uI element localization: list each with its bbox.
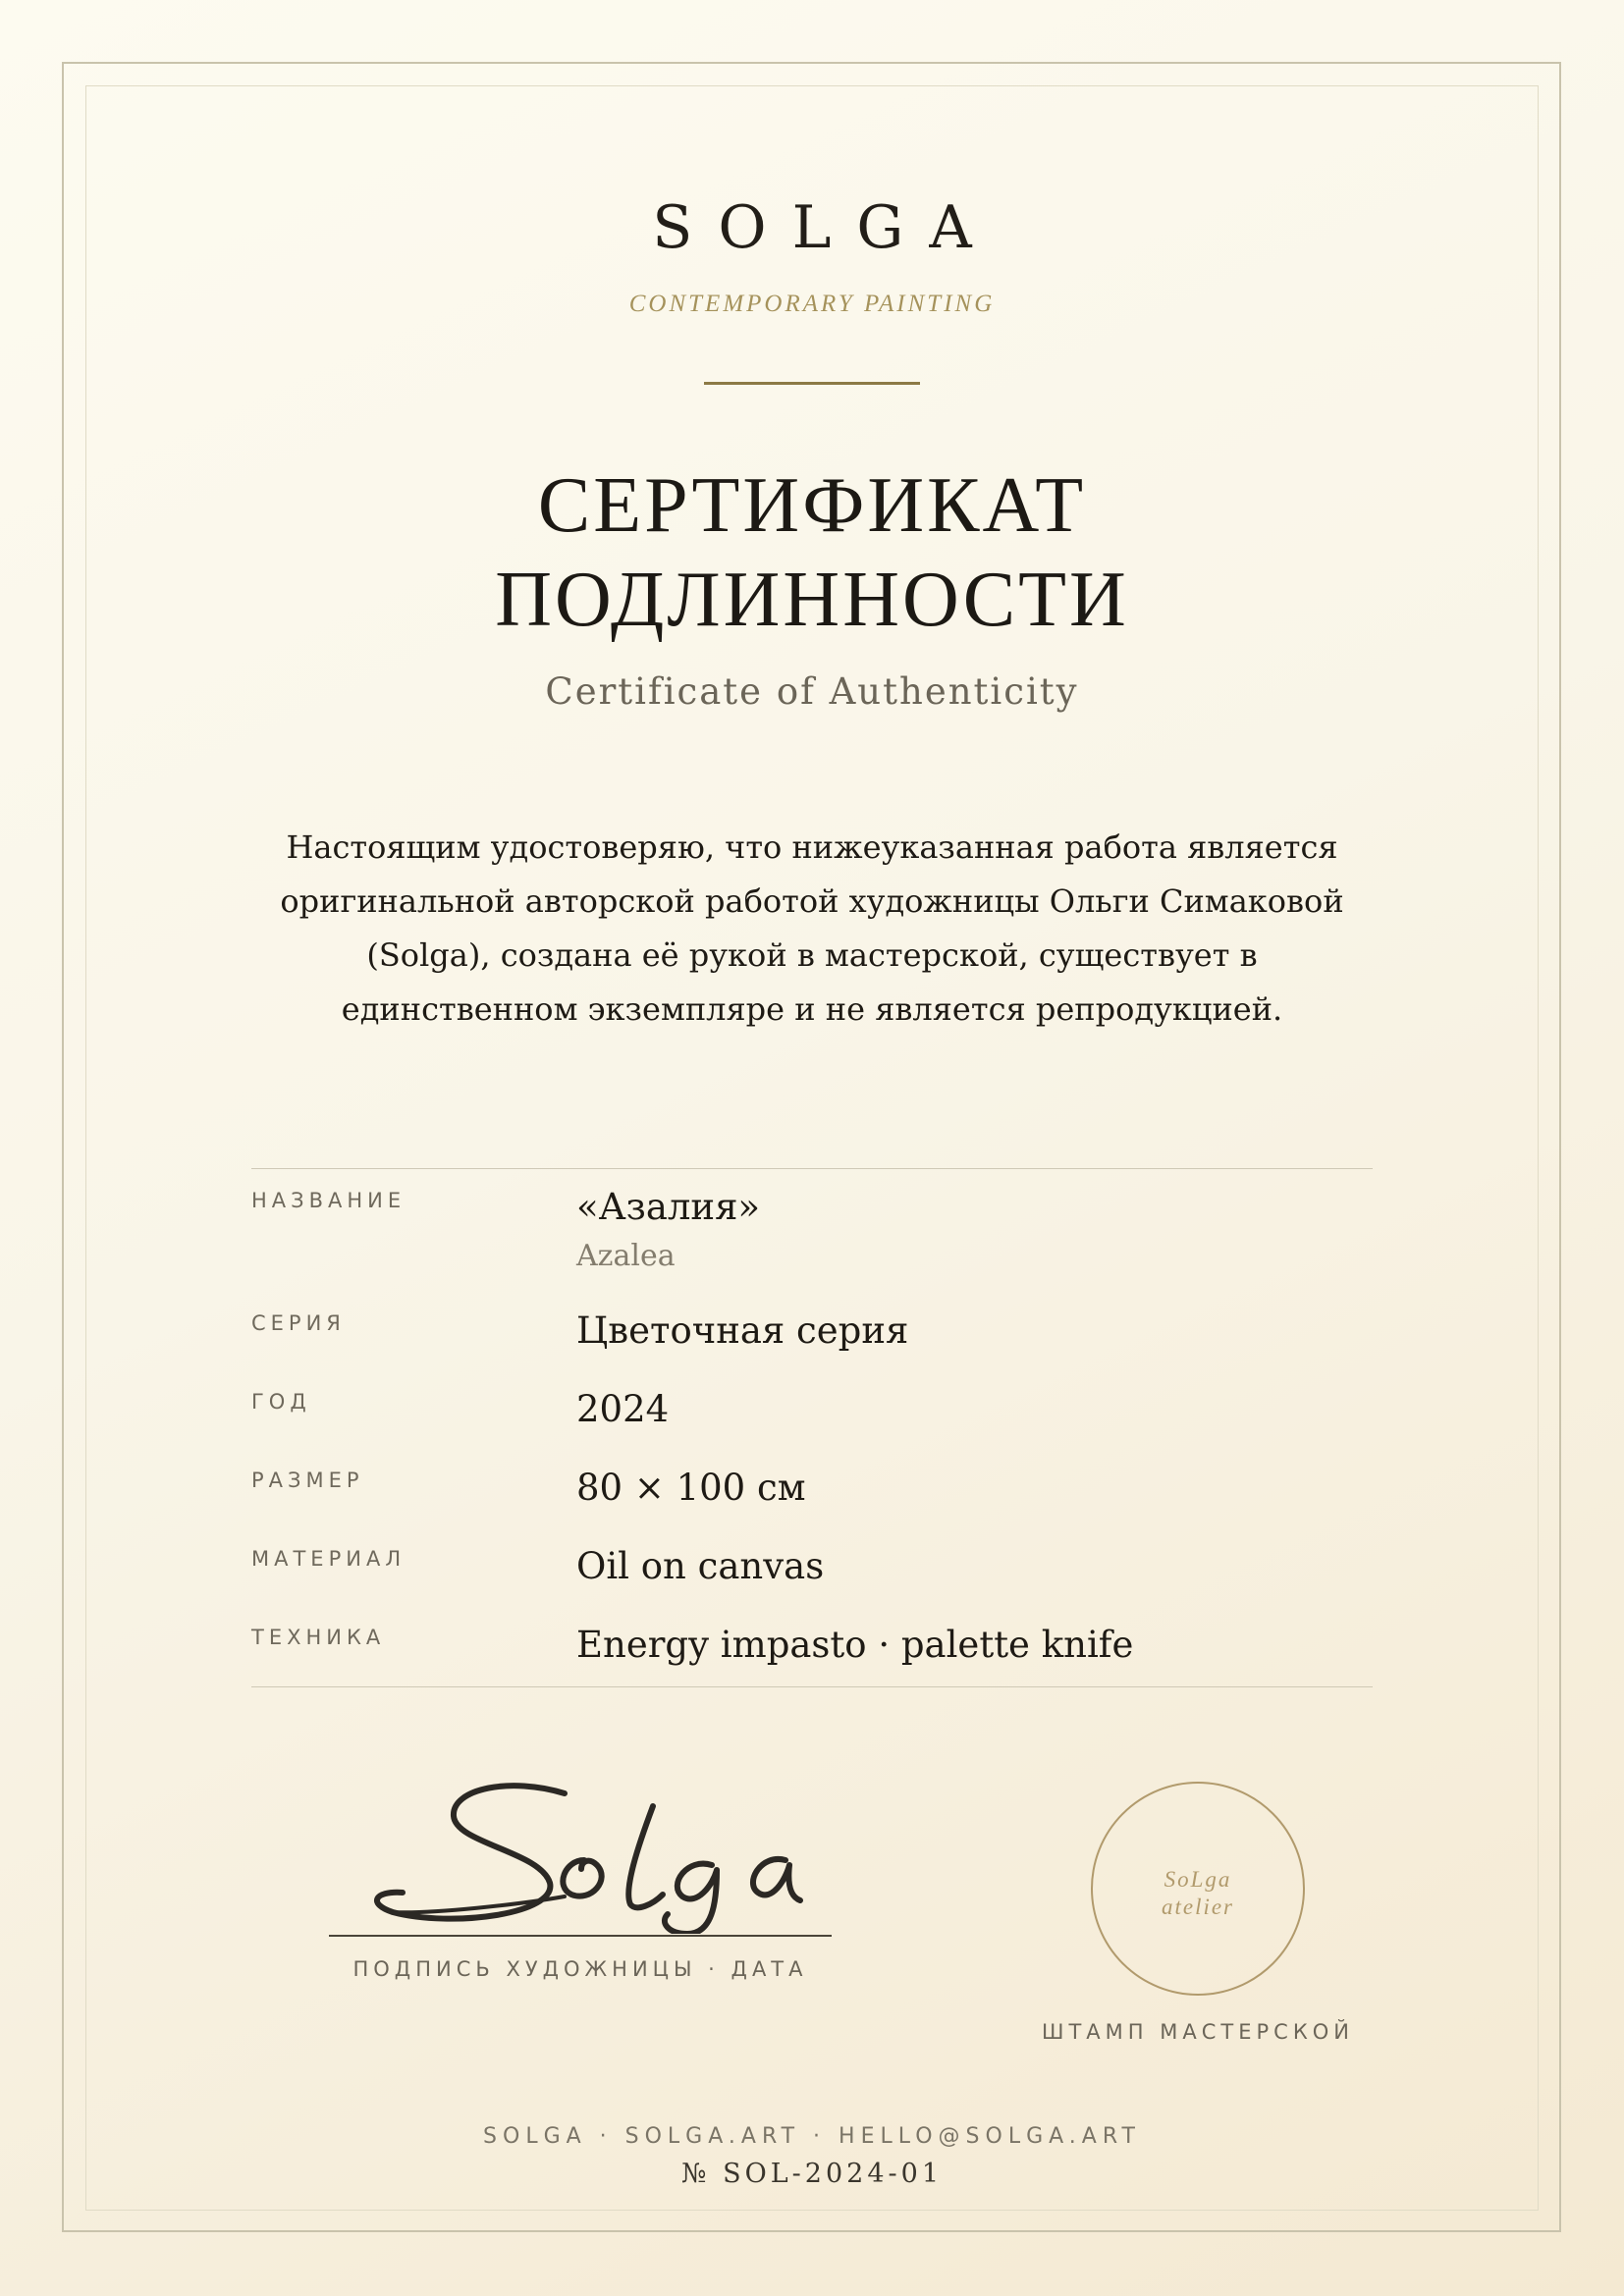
field-value-material: Oil on canvas — [576, 1545, 825, 1587]
field-label-technique: ТЕХНИКА — [251, 1626, 386, 1649]
certificate-subtitle: Certificate of Authenticity — [545, 670, 1079, 713]
artist-signature — [363, 1767, 815, 1934]
certificate-title-line-1: СЕРТИФИКАТ — [537, 462, 1087, 549]
brand-name: SOLGA — [652, 193, 998, 262]
field-value-series: Цветочная серия — [576, 1309, 909, 1352]
field-value-title-english: Azalea — [576, 1239, 676, 1273]
field-value-title: «Азалия» — [576, 1186, 761, 1228]
field-value-size: 80 × 100 см — [576, 1467, 806, 1509]
field-label-material: МАТЕРИАЛ — [251, 1547, 406, 1571]
field-label-series: СЕРИЯ — [251, 1311, 346, 1335]
stamp-text-line-1: SoLga — [1164, 1867, 1232, 1892]
signature-caption: ПОДПИСЬ ХУДОЖНИЦЫ · ДАТА — [352, 1957, 808, 1981]
field-label-title: НАЗВАНИЕ — [251, 1189, 406, 1212]
footer-contacts: SOLGA · SOLGA.ART · HELLO@SOLGA.ART — [483, 2124, 1141, 2149]
field-value-technique: Energy impasto · palette knife — [576, 1624, 1134, 1666]
stamp-text-line-2: atelier — [1161, 1895, 1235, 1919]
details-top-divider — [251, 1168, 1373, 1169]
field-value-year: 2024 — [576, 1388, 670, 1430]
authenticity-statement: Настоящим удостоверяю, что нижеуказанная работа является оригинальной авторской работой художницы Ольги Симаковой (Solga), создана её рукой в мастерской, существует в единственном экземпляре и не является репродукцией. — [280, 828, 1344, 1028]
field-label-size: РАЗМЕР — [251, 1468, 364, 1492]
workshop-stamp — [1091, 1782, 1305, 1996]
certificate-title — [0, 458, 1624, 647]
stamp-caption: ШТАМП МАСТЕРСКОЙ — [1042, 2020, 1354, 2044]
certificate-number: № SOL-2024-01 — [680, 2159, 943, 2189]
divider-rule — [704, 382, 920, 385]
details-bottom-divider — [251, 1686, 1373, 1687]
field-label-year: ГОД — [251, 1390, 311, 1414]
signature-line — [329, 1935, 832, 1937]
certificate-title-line-2: ПОДЛИННОСТИ — [495, 557, 1129, 643]
brand-tagline: CONTEMPORARY PAINTING — [628, 291, 996, 317]
